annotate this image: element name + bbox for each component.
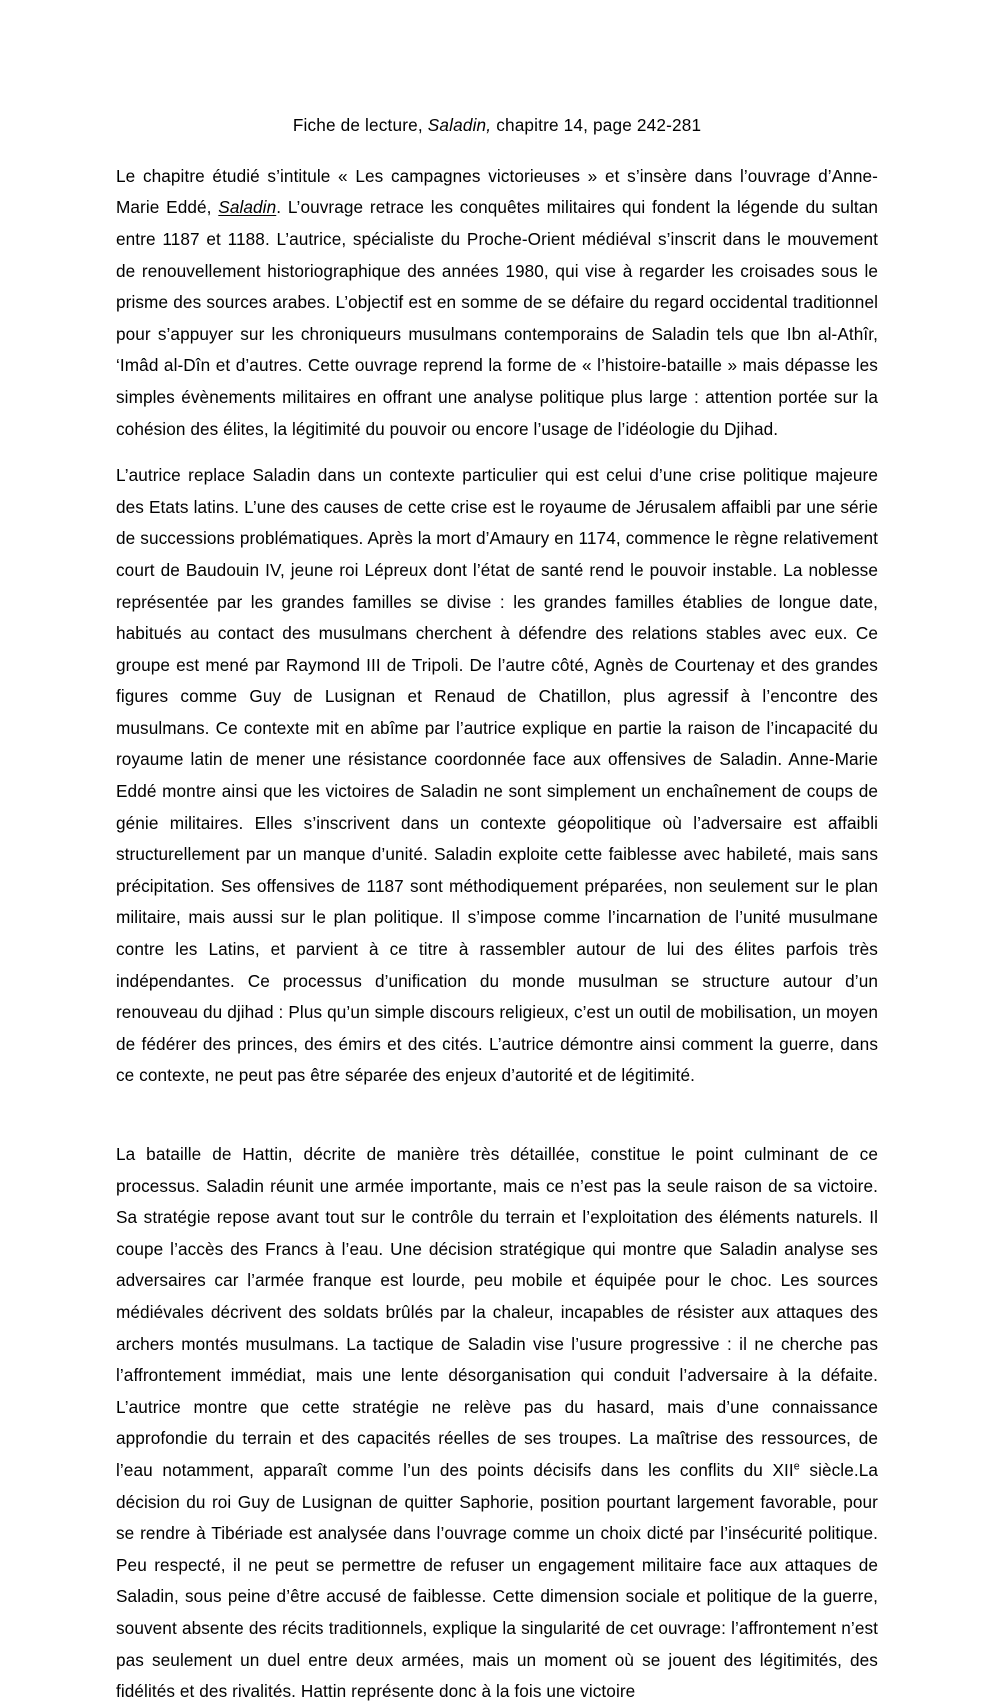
paragraph-3-segment-2: siècle.La décision du roi Guy de Lusignan de quitter Saphorie, position pourtant largement favorable, pour se rendre à Tibériade est analysée dans l’ouvrage comme un choix dicté par l’insécurité politique. Peu respecté, il ne peut se permettre de refuser un engagement militaire face aux attaques de Saladin, sous peine d’être accusé de faiblesse. Cette dimension sociale et politique de la guerre, souvent absente des récits traditionnels, explique la singularité de cet ouvrage: l’affrontement n’est pas seulement un duel entre deux armées, mais un moment où se jouent des légitimités, des fidélités et des rivalités. Hattin représente donc à la fois une victoire: [116, 1459, 878, 1702]
document-title: [116, 113, 878, 139]
document-body: [116, 113, 878, 1708]
paragraph-1-segment-2: . L’ouvrage retrace les conquêtes militaires qui fondent la légende du sultan entre 1187 et 1188. L’autrice, spécialiste du Proche-Orient médiéval s’inscrit dans le mouvement de renouvellement historiographique des années 1980, qui vise à regarder les croisades sous le prisme des sources arabes. L’objectif est en somme de se défaire du regard occidental traditionnel pour s’appuyer sur les chroniqueurs musulmans contemporains de Saladin tels que Ibn al-Athîr, ‘Imâd al-Dîn et d’autres. Cette ouvrage reprend la forme de « l’histoire-bataille » mais dépasse les simples évènements militaires en offrant une analyse politique plus large : attention portée sur la cohésion des élites, la légitimité du pouvoir ou encore l’usage de l’idéologie du Djihad.: [116, 197, 878, 439]
paragraph-1-work-title-emphasis: Saladin: [218, 197, 277, 218]
paragraph-1: [116, 161, 878, 445]
document-title-suffix: chapitre 14, page 242-281: [491, 115, 702, 135]
ordinal-superscript: e: [793, 1460, 800, 1473]
document-title-work-name: Saladin,: [427, 115, 492, 135]
paragraph-2-text: L’autrice replace Saladin dans un contexte particulier qui est celui d’une crise politique majeure des Etats latins. L’une des causes de cette crise est le royaume de Jérusalem affaibli par une série de successions problématiques. Après la mort d’Amaury en 1174, commence le règne relativement court de Baudouin IV, jeune roi Lépreux dont l’état de santé rend le pouvoir instable. La noblesse représentée par les grandes familles se divise : les grandes familles établies de longue date, habitués au contact des musulmans cherchent à défendre des relations stables avec eux. Ce groupe est mené par Raymond III de Tripoli. De l’autre côté, Agnès de Courtenay et des grandes figures comme Guy de Lusignan et Renaud de Chatillon, plus agressif à l’encontre des musulmans. Ce contexte mit en abîme par l’autrice explique en partie la raison de l’incapacité du royaume latin de mener une résistance coordonnée face aux offensives de Saladin. Anne-Marie Eddé montre ainsi que les victoires de Saladin ne sont simplement un enchaînement de coups de génie militaires. Elles s’inscrivent dans un contexte géopolitique où l’adversaire est affaibli structurellement par un manque d’unité. Saladin exploite cette faiblesse avec habileté, mais sans précipitation. Ses offensives de 1187 sont méthodiquement préparées, non seulement sur le plan militaire, mais aussi sur le plan politique. Il s’impose comme l’incarnation de l’unité musulmane contre les Latins, et parvient à ce titre à rassembler autour de lui des élites parfois très indépendantes. Ce processus d’unification du monde musulman se structure autour d’un renouveau du djihad : Plus qu’un simple discours religieux, c’est un outil de mobilisation, un moyen de fédérer des princes, des émirs et des cités. L’autrice démontre ainsi comment la guerre, dans ce contexte, ne peut pas être séparée des enjeux d’autorité et de légitimité.: [116, 465, 878, 1086]
paragraph-1-segment-1: Le chapitre étudié s’intitule « Les campagnes victorieuses » et s’insère dans l’ouvrage d’Anne-Marie Eddé,: [116, 165, 878, 218]
document-title-prefix: Fiche de lecture,: [292, 115, 428, 135]
paragraph-3: [116, 1139, 878, 1708]
paragraph-2: [116, 460, 878, 1092]
paragraph-3-segment-1: La bataille de Hattin, décrite de manière très détaillée, constitue le point culminant de ce processus. Saladin réunit une armée importante, mais ce n’est pas la seule raison de sa victoire. Sa stratégie repose avant tout sur le contrôle du terrain et l’exploitation des éléments naturels. Il coupe l’accès des Francs à l’eau. Une décision stratégique qui montre que Saladin analyse ses adversaires car l’armée franque est lourde, peu mobile et équipée pour le choc. Les sources médiévales décrivent des soldats brûlés par la chaleur, incapables de résister aux attaques des archers montés musulmans. La tactique de Saladin vise l’usure progressive : il ne cherche pas l’affrontement immédiat, mais une lente désorganisation qui conduit l’adversaire à la défaite. L’autrice montre que cette stratégie ne relève pas du hasard, mais d’une connaissance approfondie du terrain et des capacités réelles de ses troupes. La maîtrise des ressources, de l’eau notamment, apparaît comme l’un des points décisifs dans les conflits du XII: [116, 1144, 878, 1480]
